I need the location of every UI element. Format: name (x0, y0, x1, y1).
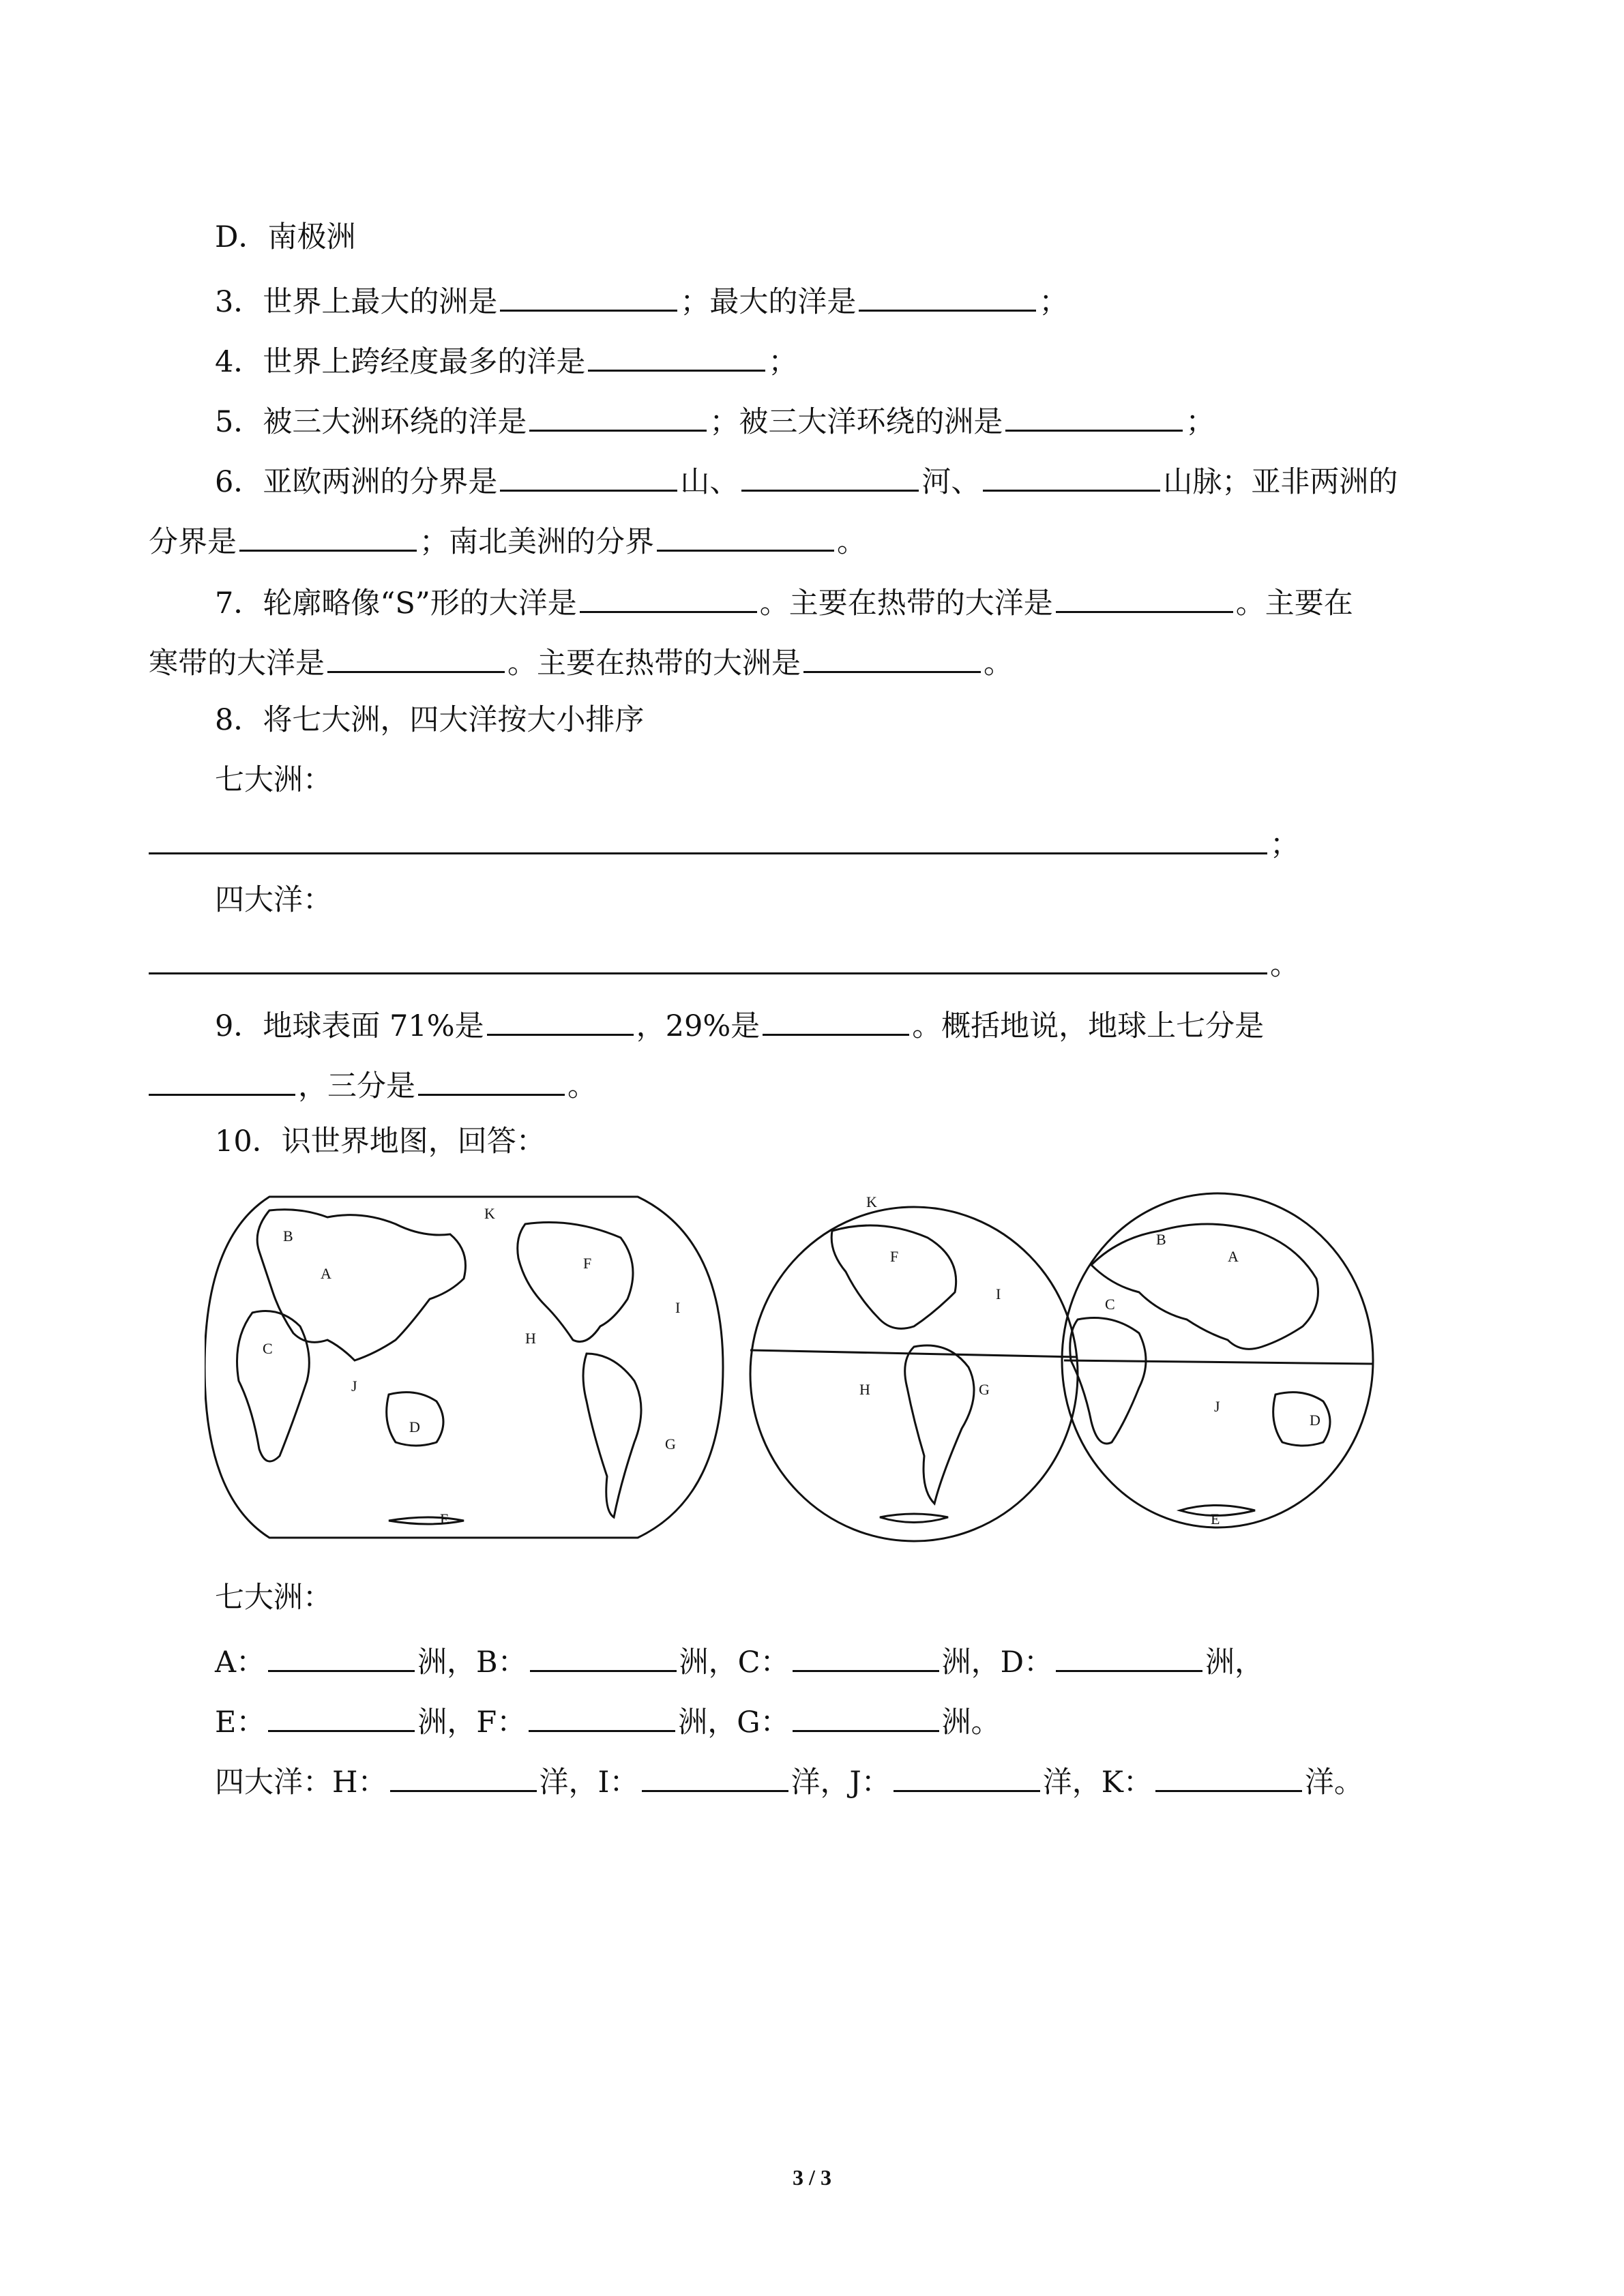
answer-blank[interactable] (803, 640, 981, 673)
q4-suffix: ； (768, 345, 798, 379)
question-4 (215, 338, 797, 381)
q8-continents-end: ； (1270, 828, 1299, 862)
answer-blank[interactable] (1056, 1639, 1202, 1672)
map-label-d-2: D (1310, 1412, 1320, 1429)
map-label-c-2: C (1105, 1296, 1115, 1313)
map-label-f: F (583, 1255, 592, 1272)
map-label-c: C (263, 1340, 273, 1357)
q8-continents-answer (149, 821, 1299, 864)
answer-blank[interactable] (239, 518, 417, 552)
q8-oceans-end: 。 (1270, 948, 1299, 982)
answers-row-3 (215, 1759, 1363, 1802)
question-6-line-2 (149, 518, 866, 561)
map-label-a-2: A (1228, 1248, 1239, 1265)
map-label-b: B (283, 1227, 293, 1244)
map-label-a: A (321, 1265, 331, 1282)
q7-p2: 。主要在 (1235, 586, 1353, 621)
label-j: 洋，J： (791, 1765, 891, 1800)
answer-blank[interactable] (149, 1062, 295, 1096)
map-label-i-2: I (996, 1285, 1001, 1302)
question-10-title: 10．识世界地图，回答： (215, 1124, 546, 1159)
answer-blank[interactable] (793, 1639, 939, 1672)
q9-line2-suffix: 。 (567, 1069, 597, 1103)
answer-blank[interactable] (268, 1639, 415, 1672)
answers-row-1 (215, 1639, 1264, 1682)
answer-blank[interactable] (793, 1699, 939, 1732)
q7-p1: 。主要在热带的大洋是 (759, 586, 1053, 621)
western-hemisphere-map (750, 1207, 1078, 1541)
row1-end: 洲， (1205, 1645, 1265, 1680)
map-label-d: D (409, 1418, 420, 1435)
q8-oceans-answer (149, 941, 1299, 984)
map-label-e-2: E (1211, 1510, 1220, 1527)
map-label-k: K (484, 1205, 495, 1222)
label-k: 洋，K： (1042, 1765, 1153, 1800)
map-label-i: I (675, 1299, 681, 1316)
map-label-j: J (351, 1377, 357, 1395)
map-label-k-2: K (866, 1193, 877, 1210)
question-7-line-1 (215, 580, 1353, 623)
eastern-hemisphere-map (1062, 1193, 1373, 1527)
q5-mid: ；被三大洋环绕的洲是 (709, 405, 1003, 439)
q7-prefix: 7．轮廓略像“S”形的大洋是 (215, 586, 577, 621)
label-e: E： (215, 1705, 266, 1740)
map-label-j-2: J (1214, 1398, 1220, 1415)
answer-blank[interactable] (1155, 1759, 1302, 1792)
answer-blank[interactable] (894, 1759, 1040, 1792)
answer-blank[interactable] (500, 458, 677, 492)
q7-line2-suffix: 。 (984, 646, 1013, 681)
label-i: 洋，I： (539, 1765, 639, 1800)
q3-mid: ；最大的洋是 (680, 285, 857, 319)
label-b: 洲，B： (417, 1645, 527, 1680)
q7-line2-prefix: 寒带的大洋是 (149, 646, 325, 681)
map-label-e: E (440, 1510, 449, 1527)
answer-blank[interactable] (149, 821, 1267, 854)
map-label-g: G (665, 1435, 676, 1452)
answer-blank[interactable] (859, 278, 1036, 312)
q3-prefix: 3．世界上最大的洲是 (215, 285, 498, 319)
answer-blank[interactable] (418, 1062, 565, 1096)
answer-blank[interactable] (529, 398, 707, 432)
label-h: 四大洋：H： (215, 1765, 387, 1800)
question-9-line-1 (215, 1002, 1264, 1045)
q9-line2-mid: ，三分是 (298, 1069, 415, 1103)
q9-p1: ，29%是 (636, 1009, 761, 1043)
answer-blank[interactable] (983, 458, 1160, 492)
answers-row-2 (215, 1699, 1001, 1742)
q5-suffix: ； (1185, 405, 1215, 439)
label-c: 洲，C： (679, 1645, 790, 1680)
answer-blank[interactable] (1056, 580, 1233, 613)
q6-prefix: 6．亚欧两洲的分界是 (215, 465, 498, 499)
q8-oceans-label: 四大洋： (215, 883, 332, 917)
question-3 (215, 278, 1068, 321)
q6-p1: 山、 (680, 465, 739, 499)
q6-line2-prefix: 分界是 (149, 525, 237, 559)
q2-option-d: D．南极洲 (215, 220, 356, 254)
label-a: A： (215, 1645, 266, 1680)
map-label-f-2: F (890, 1248, 899, 1265)
q4-prefix: 4．世界上跨经度最多的洋是 (215, 345, 586, 379)
answer-blank[interactable] (741, 458, 919, 492)
answer-blank[interactable] (149, 941, 1267, 974)
row2-end: 洲。 (941, 1705, 1001, 1740)
row3-end: 洋。 (1304, 1765, 1363, 1800)
answer-blank[interactable] (529, 1699, 675, 1732)
answer-blank[interactable] (763, 1002, 909, 1036)
answer-blank[interactable] (657, 518, 834, 552)
map-label-b-2: B (1156, 1231, 1166, 1248)
answer-blank[interactable] (588, 338, 765, 372)
q6-p2: 河、 (921, 465, 981, 499)
answer-blank[interactable] (487, 1002, 634, 1036)
question-6-line-1 (215, 458, 1398, 501)
answer-blank[interactable] (642, 1759, 788, 1792)
q5-prefix: 5．被三大洲环绕的洋是 (215, 405, 527, 439)
label-g: 洲，G： (678, 1705, 790, 1740)
world-maps-figure (205, 1190, 1378, 1545)
label-d: 洲，D： (941, 1645, 1054, 1680)
q6-p3: 山脉；亚非两洲的 (1163, 465, 1398, 499)
q6-line2-mid: ；南北美洲的分界 (419, 525, 654, 559)
question-5 (215, 398, 1215, 441)
answer-blank[interactable] (390, 1759, 537, 1792)
q6-line2-suffix: 。 (837, 525, 866, 559)
label-f: 洲，F： (417, 1705, 527, 1740)
q9-p2: 。概括地说，地球上七分是 (912, 1009, 1265, 1043)
answer-blank[interactable] (268, 1699, 415, 1732)
question-9-line-2 (149, 1062, 597, 1105)
map-label-h: H (525, 1330, 536, 1347)
answer-blank[interactable] (327, 640, 505, 673)
answer-blank[interactable] (530, 1639, 677, 1672)
map-label-g-2: G (979, 1381, 990, 1398)
answer-blank[interactable] (1005, 398, 1183, 432)
pacific-world-map (205, 1197, 723, 1538)
map-label-h-2: H (859, 1381, 870, 1398)
q8-continents-label: 七大洲： (215, 763, 332, 797)
answer-blank[interactable] (580, 580, 757, 613)
q9-prefix: 9．地球表面 71%是 (215, 1009, 484, 1043)
answers-continents-label: 七大洲： (215, 1581, 332, 1615)
page-number: 3 / 3 (793, 2165, 831, 2190)
q7-line2-mid: 。主要在热带的大洲是 (507, 646, 801, 681)
question-7-line-2 (149, 640, 1013, 683)
question-8-title: 8．将七大洲，四大洋按大小排序 (215, 703, 645, 737)
q3-suffix: ； (1039, 285, 1069, 319)
answer-blank[interactable] (500, 278, 677, 312)
